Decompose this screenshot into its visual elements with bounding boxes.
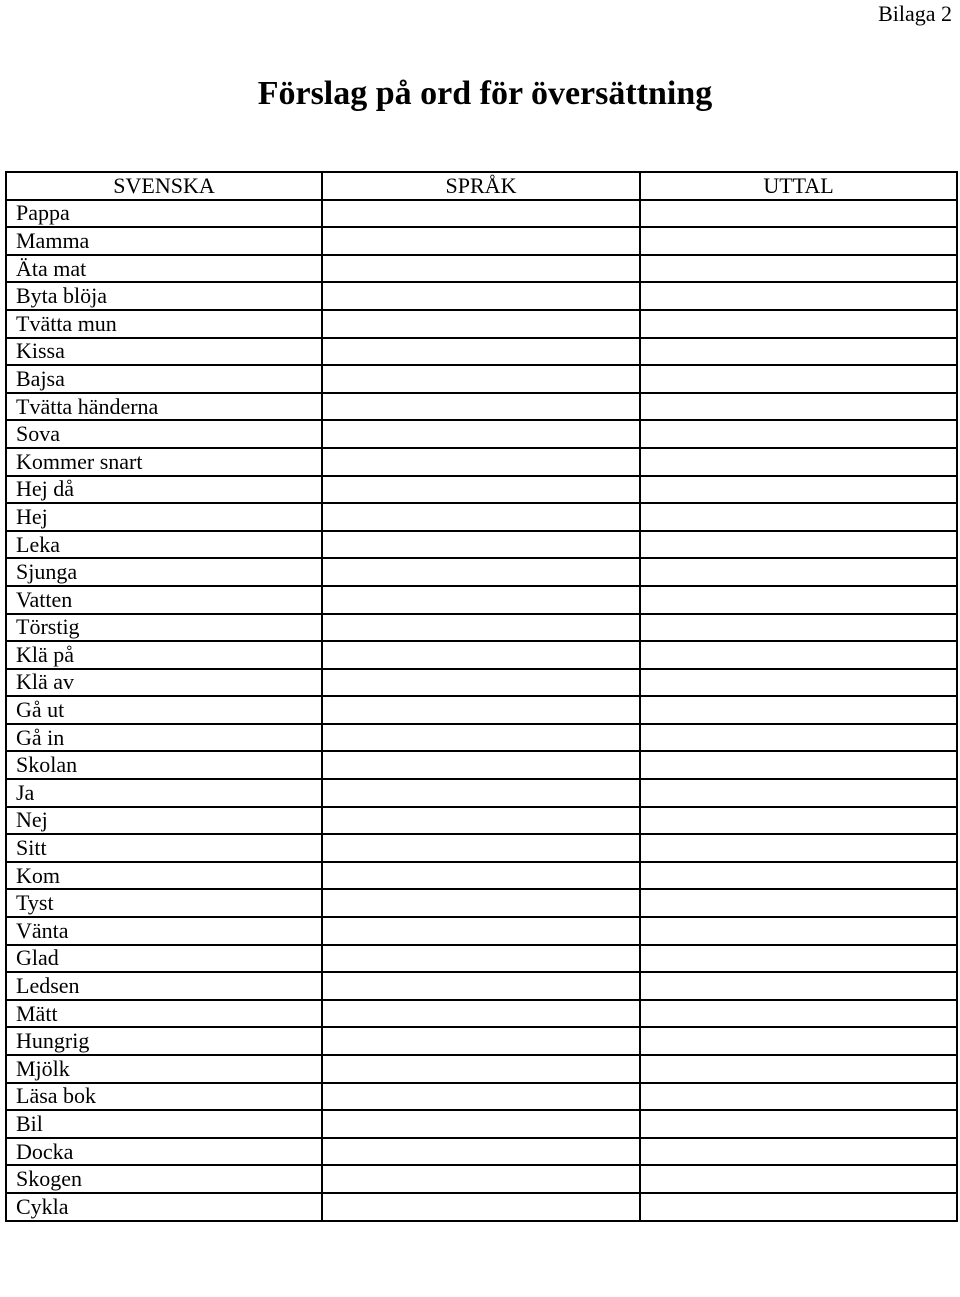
pronunciation-cell[interactable] bbox=[640, 669, 957, 697]
pronunciation-cell[interactable] bbox=[640, 1110, 957, 1138]
table-row bbox=[6, 1027, 957, 1055]
page-title: Förslag på ord för översättning bbox=[257, 75, 713, 112]
pronunciation-cell[interactable] bbox=[640, 1083, 957, 1111]
language-cell[interactable] bbox=[322, 1083, 640, 1111]
pronunciation-cell[interactable] bbox=[640, 807, 957, 835]
language-cell[interactable] bbox=[322, 393, 640, 421]
swedish-word-cell: Skogen bbox=[6, 1165, 322, 1193]
swedish-word-cell: Klä på bbox=[6, 641, 322, 669]
language-cell[interactable] bbox=[322, 310, 640, 338]
language-cell[interactable] bbox=[322, 338, 640, 366]
pronunciation-cell[interactable] bbox=[640, 889, 957, 917]
pronunciation-cell[interactable] bbox=[640, 558, 957, 586]
swedish-word-cell: Mätt bbox=[6, 1000, 322, 1028]
language-cell[interactable] bbox=[322, 255, 640, 283]
swedish-word-cell: Sjunga bbox=[6, 558, 322, 586]
pronunciation-cell[interactable] bbox=[640, 614, 957, 642]
swedish-word-cell: Hungrig bbox=[6, 1027, 322, 1055]
table-row bbox=[6, 614, 957, 642]
table-row bbox=[6, 1138, 957, 1166]
table-row bbox=[6, 1000, 957, 1028]
pronunciation-cell[interactable] bbox=[640, 724, 957, 752]
language-cell[interactable] bbox=[322, 282, 640, 310]
table-row bbox=[6, 476, 957, 504]
translation-table bbox=[5, 171, 958, 1222]
swedish-word-cell: Bil bbox=[6, 1110, 322, 1138]
language-cell[interactable] bbox=[322, 1193, 640, 1221]
swedish-word-cell: Läsa bok bbox=[6, 1083, 322, 1111]
pronunciation-cell[interactable] bbox=[640, 1000, 957, 1028]
table-row bbox=[6, 558, 957, 586]
swedish-word-cell: Kissa bbox=[6, 338, 322, 366]
table-row bbox=[6, 310, 957, 338]
language-cell[interactable] bbox=[322, 641, 640, 669]
pronunciation-cell[interactable] bbox=[640, 945, 957, 973]
language-cell[interactable] bbox=[322, 807, 640, 835]
swedish-word-cell: Kommer snart bbox=[6, 448, 322, 476]
language-cell[interactable] bbox=[322, 1000, 640, 1028]
swedish-word-cell: Byta blöja bbox=[6, 282, 322, 310]
language-cell[interactable] bbox=[322, 503, 640, 531]
swedish-word-cell: Hej då bbox=[6, 476, 322, 504]
language-cell[interactable] bbox=[322, 834, 640, 862]
language-cell[interactable] bbox=[322, 1055, 640, 1083]
language-cell[interactable] bbox=[322, 889, 640, 917]
language-cell[interactable] bbox=[322, 586, 640, 614]
language-cell[interactable] bbox=[322, 972, 640, 1000]
table-row bbox=[6, 420, 957, 448]
swedish-word-cell: Vatten bbox=[6, 586, 322, 614]
pronunciation-cell[interactable] bbox=[640, 1055, 957, 1083]
swedish-word-cell: Hej bbox=[6, 503, 322, 531]
table-row bbox=[6, 227, 957, 255]
pronunciation-cell[interactable] bbox=[640, 586, 957, 614]
table-row bbox=[6, 917, 957, 945]
swedish-word-cell: Bajsa bbox=[6, 365, 322, 393]
table-row bbox=[6, 945, 957, 973]
table-row bbox=[6, 531, 957, 559]
swedish-word-cell: Pappa bbox=[6, 200, 322, 228]
table-row bbox=[6, 338, 957, 366]
pronunciation-cell[interactable] bbox=[640, 365, 957, 393]
swedish-word-cell: Ja bbox=[6, 779, 322, 807]
pronunciation-cell[interactable] bbox=[640, 227, 957, 255]
language-cell[interactable] bbox=[322, 1027, 640, 1055]
pronunciation-cell[interactable] bbox=[640, 503, 957, 531]
table-row bbox=[6, 834, 957, 862]
table-row bbox=[6, 503, 957, 531]
pronunciation-cell[interactable] bbox=[640, 282, 957, 310]
language-cell[interactable] bbox=[322, 614, 640, 642]
column-header-pronunciation: UTTAL bbox=[640, 172, 957, 200]
language-cell[interactable] bbox=[322, 1138, 640, 1166]
swedish-word-cell: Mjölk bbox=[6, 1055, 322, 1083]
swedish-word-cell: Ledsen bbox=[6, 972, 322, 1000]
language-cell[interactable] bbox=[322, 200, 640, 228]
language-cell[interactable] bbox=[322, 724, 640, 752]
pronunciation-cell[interactable] bbox=[640, 310, 957, 338]
language-cell[interactable] bbox=[322, 696, 640, 724]
pronunciation-cell[interactable] bbox=[640, 917, 957, 945]
swedish-word-cell: Glad bbox=[6, 945, 322, 973]
pronunciation-cell[interactable] bbox=[640, 255, 957, 283]
language-cell[interactable] bbox=[322, 448, 640, 476]
swedish-word-cell: Klä av bbox=[6, 669, 322, 697]
swedish-word-cell: Docka bbox=[6, 1138, 322, 1166]
table-row bbox=[6, 807, 957, 835]
swedish-word-cell: Kom bbox=[6, 862, 322, 890]
table-row bbox=[6, 724, 957, 752]
pronunciation-cell[interactable] bbox=[640, 393, 957, 421]
pronunciation-cell[interactable] bbox=[640, 1193, 957, 1221]
column-header-swedish: SVENSKA bbox=[6, 172, 322, 200]
pronunciation-cell[interactable] bbox=[640, 641, 957, 669]
table-row bbox=[6, 1110, 957, 1138]
pronunciation-cell[interactable] bbox=[640, 531, 957, 559]
table-row bbox=[6, 972, 957, 1000]
table-row bbox=[6, 641, 957, 669]
swedish-word-cell: Äta mat bbox=[6, 255, 322, 283]
table-row bbox=[6, 1055, 957, 1083]
table-row bbox=[6, 586, 957, 614]
table-row bbox=[6, 1165, 957, 1193]
pronunciation-cell[interactable] bbox=[640, 696, 957, 724]
table-body bbox=[6, 200, 957, 1221]
swedish-word-cell: Vänta bbox=[6, 917, 322, 945]
table-row bbox=[6, 200, 957, 228]
language-cell[interactable] bbox=[322, 420, 640, 448]
pronunciation-cell[interactable] bbox=[640, 420, 957, 448]
table-row bbox=[6, 448, 957, 476]
pronunciation-cell[interactable] bbox=[640, 751, 957, 779]
swedish-word-cell: Gå in bbox=[6, 724, 322, 752]
pronunciation-cell[interactable] bbox=[640, 1165, 957, 1193]
pronunciation-cell[interactable] bbox=[640, 834, 957, 862]
swedish-word-cell: Tvätta mun bbox=[6, 310, 322, 338]
annex-label: Bilaga 2 bbox=[878, 1, 952, 26]
table-row bbox=[6, 889, 957, 917]
swedish-word-cell: Tvätta händerna bbox=[6, 393, 322, 421]
language-cell[interactable] bbox=[322, 476, 640, 504]
table-row bbox=[6, 779, 957, 807]
pronunciation-cell[interactable] bbox=[640, 779, 957, 807]
table-row bbox=[6, 751, 957, 779]
swedish-word-cell: Skolan bbox=[6, 751, 322, 779]
table-row bbox=[6, 1083, 957, 1111]
pronunciation-cell[interactable] bbox=[640, 200, 957, 228]
pronunciation-cell[interactable] bbox=[640, 338, 957, 366]
swedish-word-cell: Sitt bbox=[6, 834, 322, 862]
swedish-word-cell: Törstig bbox=[6, 614, 322, 642]
language-cell[interactable] bbox=[322, 751, 640, 779]
language-cell[interactable] bbox=[322, 669, 640, 697]
language-cell[interactable] bbox=[322, 1165, 640, 1193]
table-row bbox=[6, 393, 957, 421]
language-cell[interactable] bbox=[322, 558, 640, 586]
pronunciation-cell[interactable] bbox=[640, 862, 957, 890]
pronunciation-cell[interactable] bbox=[640, 448, 957, 476]
table-header-row bbox=[6, 172, 957, 200]
swedish-word-cell: Gå ut bbox=[6, 696, 322, 724]
swedish-word-cell: Cykla bbox=[6, 1193, 322, 1221]
table-row bbox=[6, 669, 957, 697]
language-cell[interactable] bbox=[322, 531, 640, 559]
table-row bbox=[6, 1193, 957, 1221]
swedish-word-cell: Nej bbox=[6, 807, 322, 835]
language-cell[interactable] bbox=[322, 945, 640, 973]
language-cell[interactable] bbox=[322, 1110, 640, 1138]
language-cell[interactable] bbox=[322, 779, 640, 807]
pronunciation-cell[interactable] bbox=[640, 1138, 957, 1166]
swedish-word-cell: Sova bbox=[6, 420, 322, 448]
table-row bbox=[6, 365, 957, 393]
swedish-word-cell: Mamma bbox=[6, 227, 322, 255]
pronunciation-cell[interactable] bbox=[640, 972, 957, 1000]
swedish-word-cell: Leka bbox=[6, 531, 322, 559]
table-row bbox=[6, 862, 957, 890]
swedish-word-cell: Tyst bbox=[6, 889, 322, 917]
pronunciation-cell[interactable] bbox=[640, 476, 957, 504]
table-row bbox=[6, 255, 957, 283]
column-header-language: SPRÅK bbox=[322, 172, 640, 200]
table-row bbox=[6, 282, 957, 310]
pronunciation-cell[interactable] bbox=[640, 1027, 957, 1055]
language-cell[interactable] bbox=[322, 365, 640, 393]
language-cell[interactable] bbox=[322, 917, 640, 945]
language-cell[interactable] bbox=[322, 862, 640, 890]
table-row bbox=[6, 696, 957, 724]
language-cell[interactable] bbox=[322, 227, 640, 255]
